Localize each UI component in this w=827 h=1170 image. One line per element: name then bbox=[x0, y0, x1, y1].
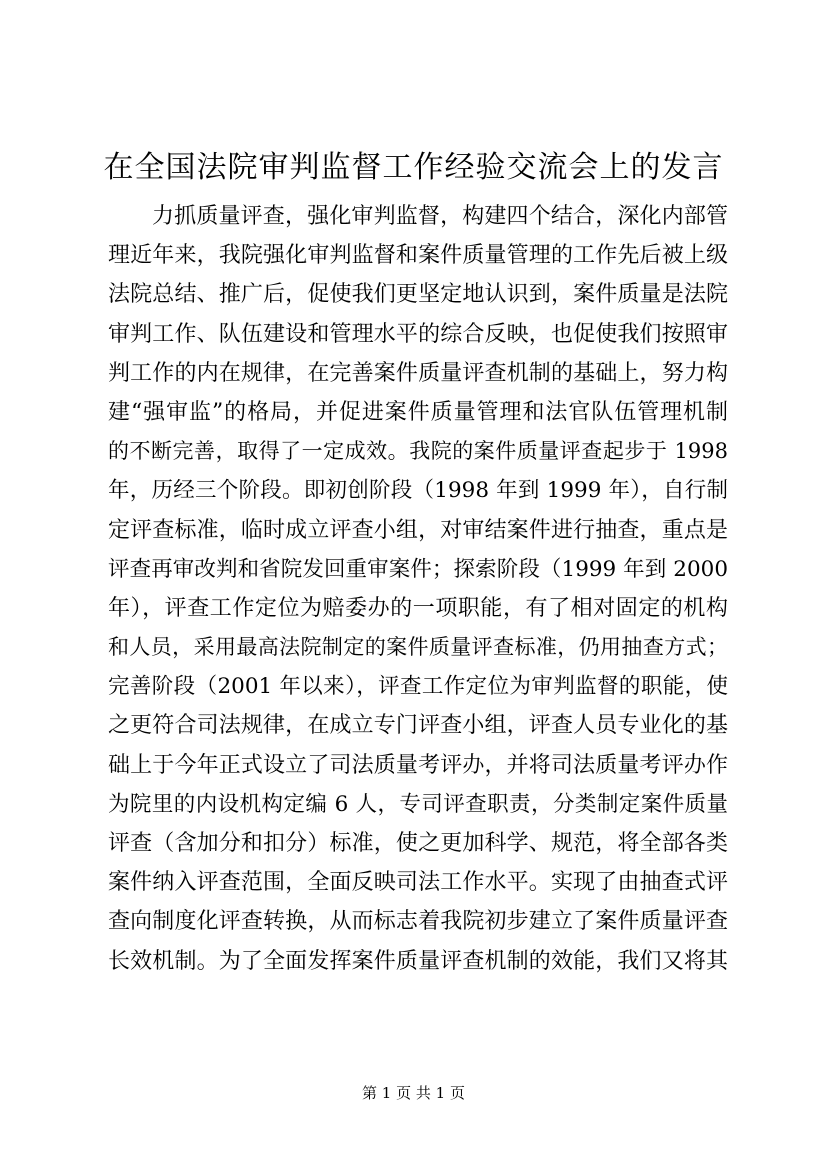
body-line: 年），评查工作定位为赔委办的一项职能，有了相对固定的机构 bbox=[108, 595, 728, 621]
body-line: 建“强审监”的格局，并促进案件质量管理和法官队伍管理机制 bbox=[108, 399, 728, 425]
body-line: 判工作的内在规律，在完善案件质量评查机制的基础上，努力构 bbox=[108, 360, 728, 386]
body-line: 定评查标准，临时成立评查小组，对审结案件进行抽查，重点是 bbox=[108, 517, 728, 543]
body-line: 评查再审改判和省院发回重审案件；探索阶段（1999 年到 2000 bbox=[108, 556, 728, 582]
body-line: 法院总结、推广后，促使我们更坚定地认识到，案件质量是法院 bbox=[108, 282, 728, 308]
body-line: 长效机制。为了全面发挥案件质量评查机制的效能，我们又将其 bbox=[108, 948, 728, 974]
body-line: 评查（含加分和扣分）标准，使之更加科学、规范，将全部各类 bbox=[108, 831, 728, 856]
body-line: 的不断完善，取得了一定成效。我院的案件质量评查起步于 1998 bbox=[108, 439, 728, 464]
body-line: 年，历经三个阶段。即初创阶段（1998 年到 1999 年），自行制 bbox=[108, 478, 728, 504]
document-title: 在全国法院审判监督工作经验交流会上的发言 bbox=[103, 150, 724, 185]
body-line: 为院里的内设机构定编 6 人，专司评查职责，分类制定案件质量 bbox=[108, 791, 728, 817]
body-line: 查向制度化评查转换，从而标志着我院初步建立了案件质量评查 bbox=[108, 909, 728, 935]
body-line: 案件纳入评查范围，全面反映司法工作水平。实现了由抽查式评 bbox=[108, 870, 728, 896]
body-line: 础上于今年正式设立了司法质量考评办，并将司法质量考评办作 bbox=[108, 752, 728, 778]
page-number-footer: 第 1 页 共 1 页 bbox=[362, 1084, 465, 1102]
body-line: 之更符合司法规律，在成立专门评查小组，评查人员专业化的基 bbox=[108, 713, 728, 739]
body-line: 完善阶段（2001 年以来），评查工作定位为审判监督的职能，使 bbox=[108, 674, 728, 700]
body-line: 力抓质量评查，强化审判监督，构建四个结合，深化内部管 bbox=[152, 204, 728, 229]
body-line: 理近年来，我院强化审判监督和案件质量管理的工作先后被上级 bbox=[108, 243, 728, 269]
body-line: 审判工作、队伍建设和管理水平的综合反映，也促使我们按照审 bbox=[108, 321, 728, 347]
document-body bbox=[108, 197, 728, 981]
body-line: 和人员，采用最高法院制定的案件质量评查标准，仍用抽查方式； bbox=[108, 635, 728, 660]
